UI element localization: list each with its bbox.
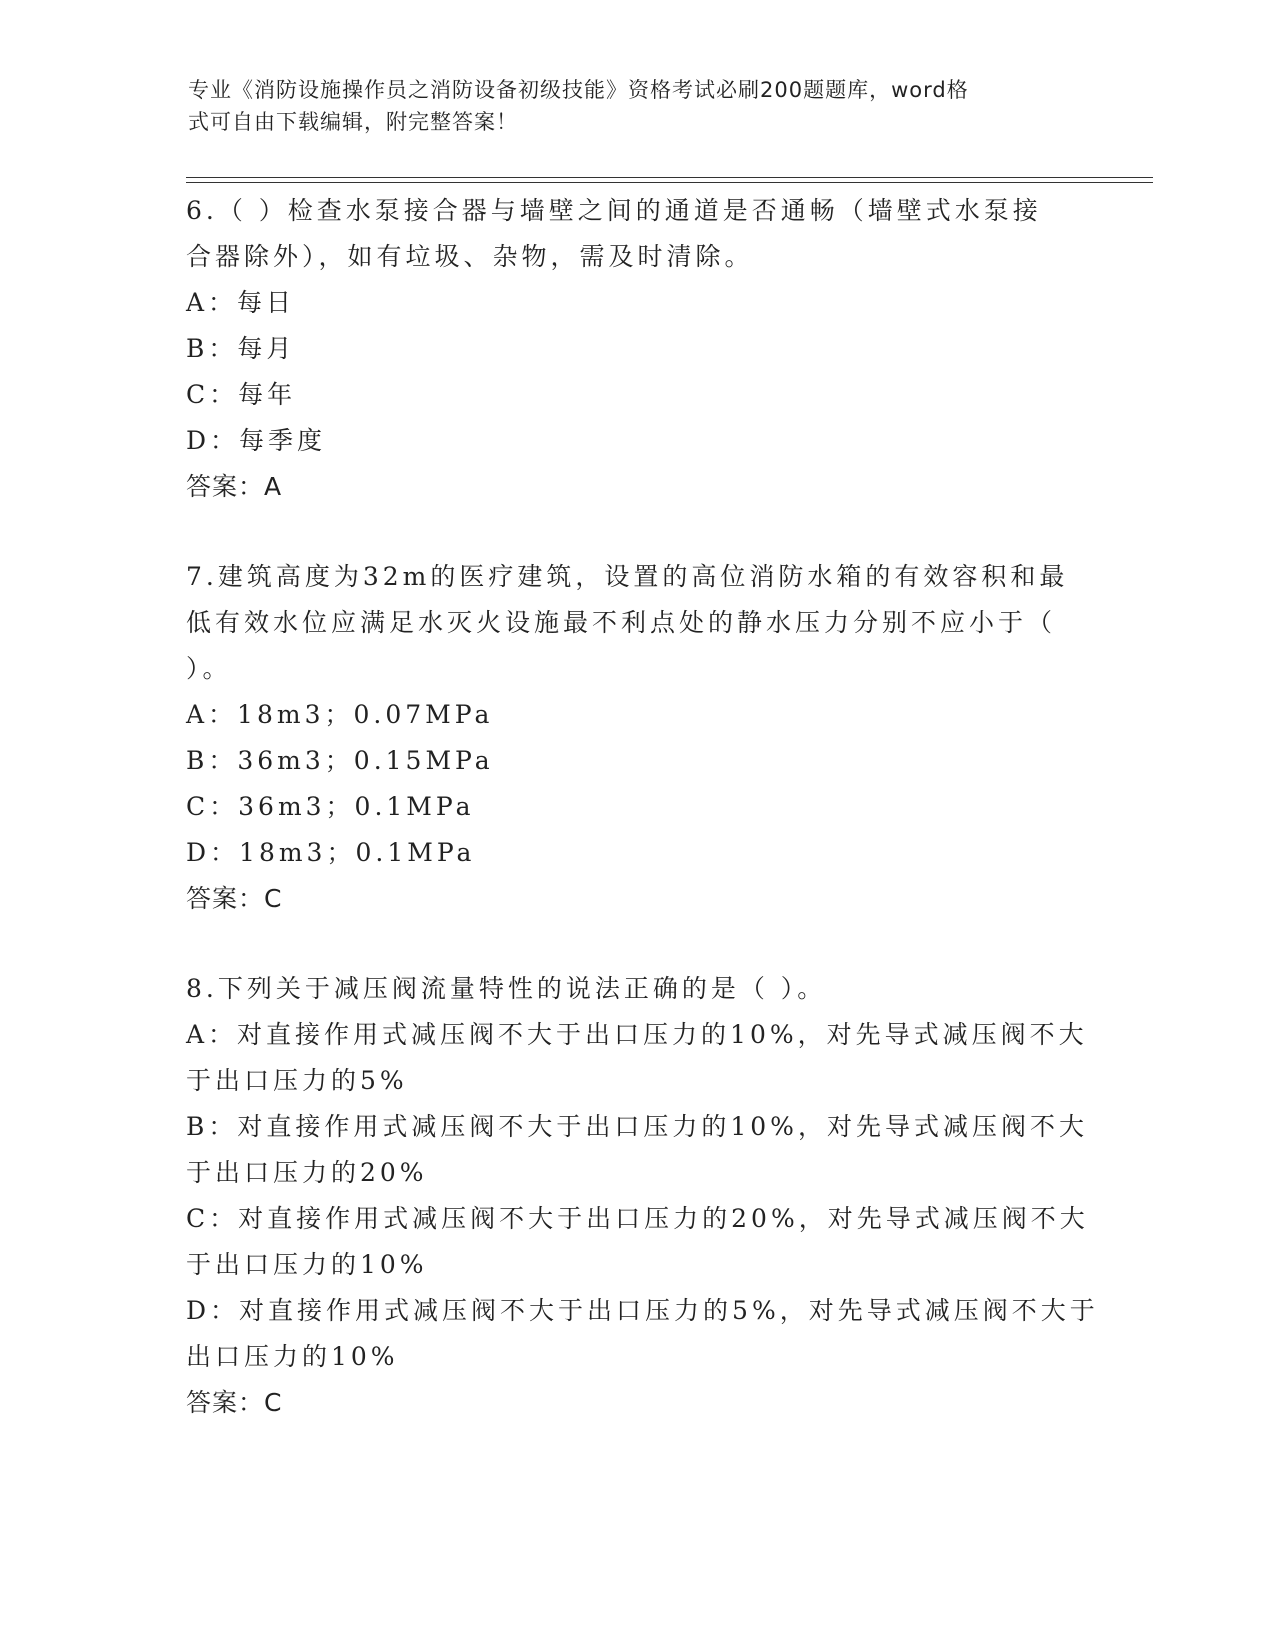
option-c: C：36m3；0.1MPa [186, 792, 475, 821]
option-c: C：对直接作用式减压阀不大于出口压力的20%，对先导式减压阀不大 [186, 1204, 1089, 1233]
question-stem: 合器除外），如有垃圾、杂物，需及时清除。 [186, 242, 754, 271]
question-8 [186, 966, 1099, 1426]
option-b: B：每月 [186, 334, 296, 363]
option-d: D：每季度 [186, 426, 327, 455]
option-a-continued: 于出口压力的5% [186, 1066, 408, 1095]
option-b-continued: 于出口压力的20% [186, 1158, 428, 1187]
document-header [188, 74, 1068, 138]
option-a: A：18m3；0.07MPa [186, 700, 494, 729]
header-divider-top [186, 177, 1153, 178]
question-stem: 6.（ ）检查水泵接合器与墙壁之间的通道是否通畅（墙壁式水泵接 [186, 196, 1042, 225]
option-d: D：18m3；0.1MPa [186, 838, 476, 867]
option-d: D：对直接作用式减压阀不大于出口压力的5%，对先导式减压阀不大于 [186, 1296, 1099, 1325]
option-b: B：36m3；0.15MPa [186, 746, 494, 775]
question-stem: 8.下列关于减压阀流量特性的说法正确的是（ ）。 [186, 974, 827, 1003]
answer-label: 答案：C [186, 884, 283, 913]
option-a: A：每日 [186, 288, 296, 317]
option-d-continued: 出口压力的10% [186, 1342, 399, 1371]
question-stem: 7.建筑高度为32m的医疗建筑，设置的高位消防水箱的有效容积和最 [186, 562, 1069, 591]
answer-label: 答案：A [186, 472, 283, 501]
question-6 [186, 188, 1086, 510]
header-divider-bottom [186, 182, 1153, 183]
option-c: C：每年 [186, 380, 297, 409]
header-line-2: 式可自由下载编辑，附完整答案！ [188, 110, 518, 134]
option-c-continued: 于出口压力的10% [186, 1250, 428, 1279]
option-a: A：对直接作用式减压阀不大于出口压力的10%，对先导式减压阀不大 [186, 1020, 1088, 1049]
question-list [186, 188, 1099, 1470]
question-stem: 低有效水位应满足水灭火设施最不利点处的静水压力分别不应小于（ [186, 608, 1057, 637]
option-b: B：对直接作用式减压阀不大于出口压力的10%，对先导式减压阀不大 [186, 1112, 1088, 1141]
header-line-1: 专业《消防设施操作员之消防设备初级技能》资格考试必刷200题题库，word格 [188, 78, 969, 102]
question-stem: ）。 [186, 654, 232, 683]
question-7 [186, 554, 1086, 922]
answer-label: 答案：C [186, 1388, 283, 1417]
